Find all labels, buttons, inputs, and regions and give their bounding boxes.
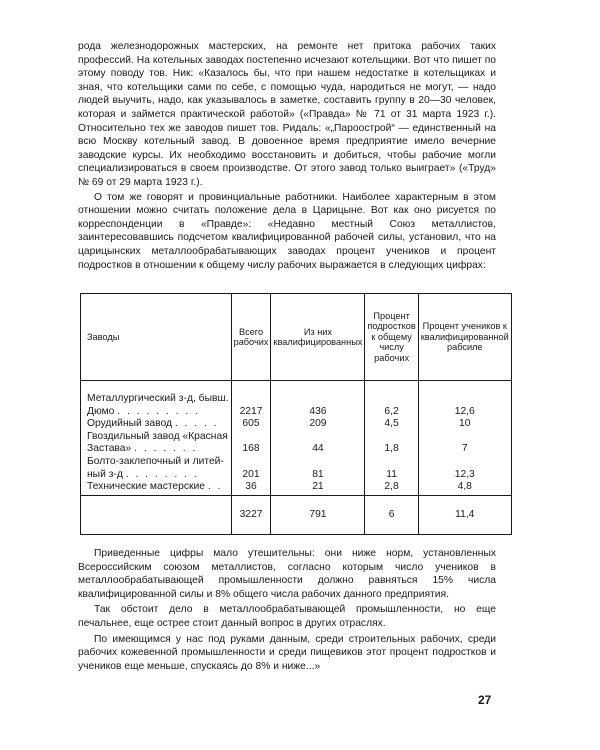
factory-name-line: Орудийный завод . . . . . — [87, 418, 219, 430]
cell-qualified: 209 — [309, 418, 327, 430]
total-student-percent: 11,4 — [418, 496, 511, 535]
total-workers-column — [231, 381, 271, 496]
cell-student-percent: 10 — [459, 418, 471, 430]
total-workers-sum: 3227 — [231, 496, 271, 535]
table-body-row — [81, 381, 512, 496]
qualified-column — [271, 381, 365, 496]
header-total-workers: Всего рабочих — [231, 294, 271, 381]
paragraph-5: По имеющимся у нас под руками данным, среди строительных рабочих, среди рабочих кожевенной промышленности и среди пищевиков этот процент подростков и учеников еще меньше, спускаясь до 8% и ниже...» — [78, 633, 496, 672]
total-qualified-sum: 791 — [271, 496, 365, 535]
page-number: 27 — [478, 693, 492, 707]
header-teen-percent: Процент подростков к общему числу рабочих — [365, 294, 418, 381]
header-factories: Заводы — [81, 294, 232, 381]
cell-total: 36 — [245, 481, 257, 493]
paragraph-4: Так обстоит дело в металлообрабатывающей промышленности, но еще печальнее, еще острее стоит данный вопрос в других отраслях. — [78, 604, 496, 629]
total-teen-percent: 6 — [365, 496, 418, 535]
cell-teen-percent: 4,5 — [384, 418, 399, 430]
factory-name-line: ный з-д . . . . . . . . — [87, 468, 199, 480]
cell-teen-percent: 6,2 — [384, 405, 399, 417]
cell-total: 605 — [242, 418, 260, 430]
factory-name-line: Технические мастерские . . — [87, 481, 223, 493]
statistics-table — [80, 293, 512, 535]
cell-total: 2217 — [239, 405, 263, 417]
cell-teen-percent: 11 — [386, 468, 397, 480]
factory-name-line: Дюмо . . . . . . . . . — [87, 405, 200, 417]
cell-student-percent: 7 — [461, 443, 468, 455]
student-percent-column — [418, 381, 511, 496]
factory-names-column — [81, 381, 232, 496]
teen-percent-column — [365, 381, 418, 496]
table-header-row — [81, 294, 512, 381]
cell-qualified: 44 — [312, 443, 324, 455]
cell-qualified: 81 — [312, 468, 324, 480]
cell-student-percent: 4,8 — [457, 481, 472, 493]
cell-student-percent: 12,6 — [454, 405, 475, 417]
paragraph-3: Приведенные цифры мало утешительны: они ниже норм, установленных Всероссийским союзом металлистов, согласно которым число учеников в металлообрабатывающей промышленности должно равняться 15% числа квалифицированной силы и 8% общего числа рабочих данного предприятия. — [78, 548, 496, 600]
cell-total: 168 — [242, 443, 260, 455]
cell-teen-percent: 2,8 — [384, 481, 399, 493]
cell-student-percent: 12,3 — [454, 468, 475, 480]
cell-qualified: 436 — [309, 405, 327, 417]
factory-name-line: Застава» . . . . . . . — [87, 443, 198, 455]
table-total-row — [81, 496, 512, 535]
cell-total: 201 — [242, 468, 260, 480]
factory-name-line: Гвоздильный завод «Красная — [87, 430, 228, 442]
factory-name-line: Металлургический з-д, бывш. — [87, 393, 229, 404]
statistics-table-container — [80, 293, 509, 535]
total-label-cell — [81, 496, 232, 535]
top-text-block — [78, 40, 496, 272]
factory-name-line: Болто-заклепочный и литей- — [87, 455, 224, 467]
header-student-percent: Процент учеников к квалифицированной рабсиле — [418, 294, 511, 381]
bottom-text-block — [78, 547, 496, 673]
paragraph-1: рода железнодорожных мастерских, на ремонте нет притока рабочих таких профессий. На котельных заводах постепенно исчезают котельщики. Вот что пишет по этому поводу тов. Ник: «Казалось бы, что при нашем недостатке в котельщиках и зная, что котельщики сами по себе, с помощью чуда, народиться не могут, — надо людей выучить, надо, как указывалось в заметке, составить группу в 20—30 человек, которая и займется практической работой» («Правда» № 71 от 31 марта 1923 г.). Относительно тех же заводов пишет тов. Ридаль: «„Пароострой“ — единственный на всю Москву котельный завод. В довоенное время предприятие имело вечерние заводские курсы. Их необходимо восстановить и добиться, чтобы рабочие могли специализироваться в своем производстве. От этого завод только выиграет» («Труд» № 69 от 29 марта 1923 г.). — [78, 41, 496, 188]
header-qualified: Из них квалифицированных — [271, 294, 365, 381]
cell-qualified: 21 — [312, 481, 324, 493]
cell-teen-percent: 1,8 — [384, 443, 399, 455]
paragraph-2: О том же говорят и провинциальные работники. Наиболее характерным в этом отношении можно считать положение дела в Царицыне. Вот как оно рисуется по корреспонденции в «Правде»: «Недавно местный Союз металлистов, заинтересовавшись подсчетом квалифицированной рабочей силы, установил, что на царицынских металлообрабатывающих заводах процент учеников и процент подростков в отношении к общему числу рабочих выражается в следующих цифрах: — [78, 191, 496, 271]
